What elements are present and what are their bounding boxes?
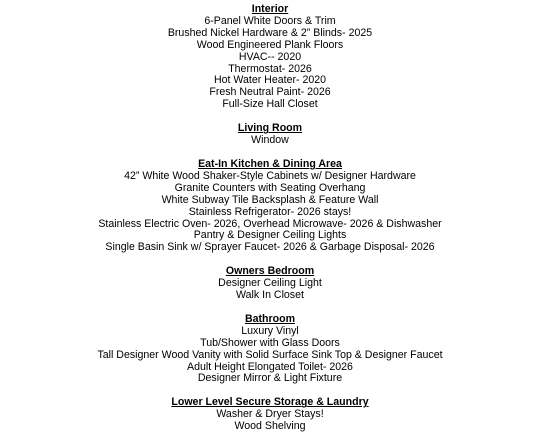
list-item: Wood Shelving	[234, 420, 306, 433]
section-interior	[0, 4, 540, 111]
list-item: Designer Mirror & Light Fixture	[197, 372, 343, 385]
section-heading: Living Room	[237, 122, 303, 135]
list-item: Walk In Closet	[236, 289, 304, 302]
section-heading: Interior	[251, 3, 289, 15]
section-heading: Owners Bedroom	[225, 265, 315, 278]
list-item: Luxury Vinyl	[241, 324, 299, 337]
list-item: Fresh Neutral Paint- 2026	[209, 86, 331, 99]
section-owners-bedroom	[0, 266, 540, 302]
section-lower-level-storage-laundry	[0, 397, 540, 433]
list-item: White Subway Tile Backsplash & Feature Wall	[161, 193, 379, 206]
section-kitchen-dining	[0, 159, 540, 254]
list-item: Tall Designer Wood Vanity with Solid Surface Sink Top & Designer Faucet	[97, 348, 443, 361]
list-item: Full-Size Hall Closet	[222, 98, 318, 111]
section-bathroom	[0, 314, 540, 385]
feature-list-document	[0, 4, 540, 433]
list-item: Single Basin Sink w/ Sprayer Faucet- 2026 & Garbage Disposal- 2026	[105, 241, 435, 254]
list-item: Wood Engineered Plank Floors	[196, 38, 344, 51]
list-item: Stainless Electric Oven- 2026, Overhead Microwave- 2026 & Dishwasher	[98, 217, 442, 230]
list-item: Stainless Refrigerator- 2026 stays!	[188, 205, 352, 218]
list-item: Tub/Shower with Glass Doors	[200, 336, 340, 349]
list-item: Washer & Dryer Stays!	[216, 408, 324, 421]
section-living-room	[0, 123, 540, 147]
list-item: 6-Panel White Doors & Trim	[204, 14, 336, 27]
list-item: Window	[251, 134, 289, 147]
section-heading: Eat-In Kitchen & Dining Area	[198, 157, 342, 170]
list-item: 42” White Wood Shaker-Style Cabinets w/ Designer Hardware	[124, 169, 416, 182]
list-item: Hot Water Heater- 2020	[213, 74, 327, 87]
list-item: Brushed Nickel Hardware & 2” Blinds- 2025	[167, 26, 373, 39]
list-item: Thermostat- 2026	[228, 62, 312, 75]
list-item: Granite Counters with Seating Overhang	[174, 181, 366, 194]
section-heading: Bathroom	[244, 312, 296, 325]
list-item: HVAC-- 2020	[238, 50, 302, 63]
list-item: Pantry & Designer Ceiling Lights	[193, 229, 347, 242]
section-heading: Lower Level Secure Storage & Laundry	[171, 396, 369, 409]
list-item: Designer Ceiling Light	[218, 277, 322, 290]
list-item: Adult Height Elongated Toilet- 2026	[187, 360, 353, 373]
